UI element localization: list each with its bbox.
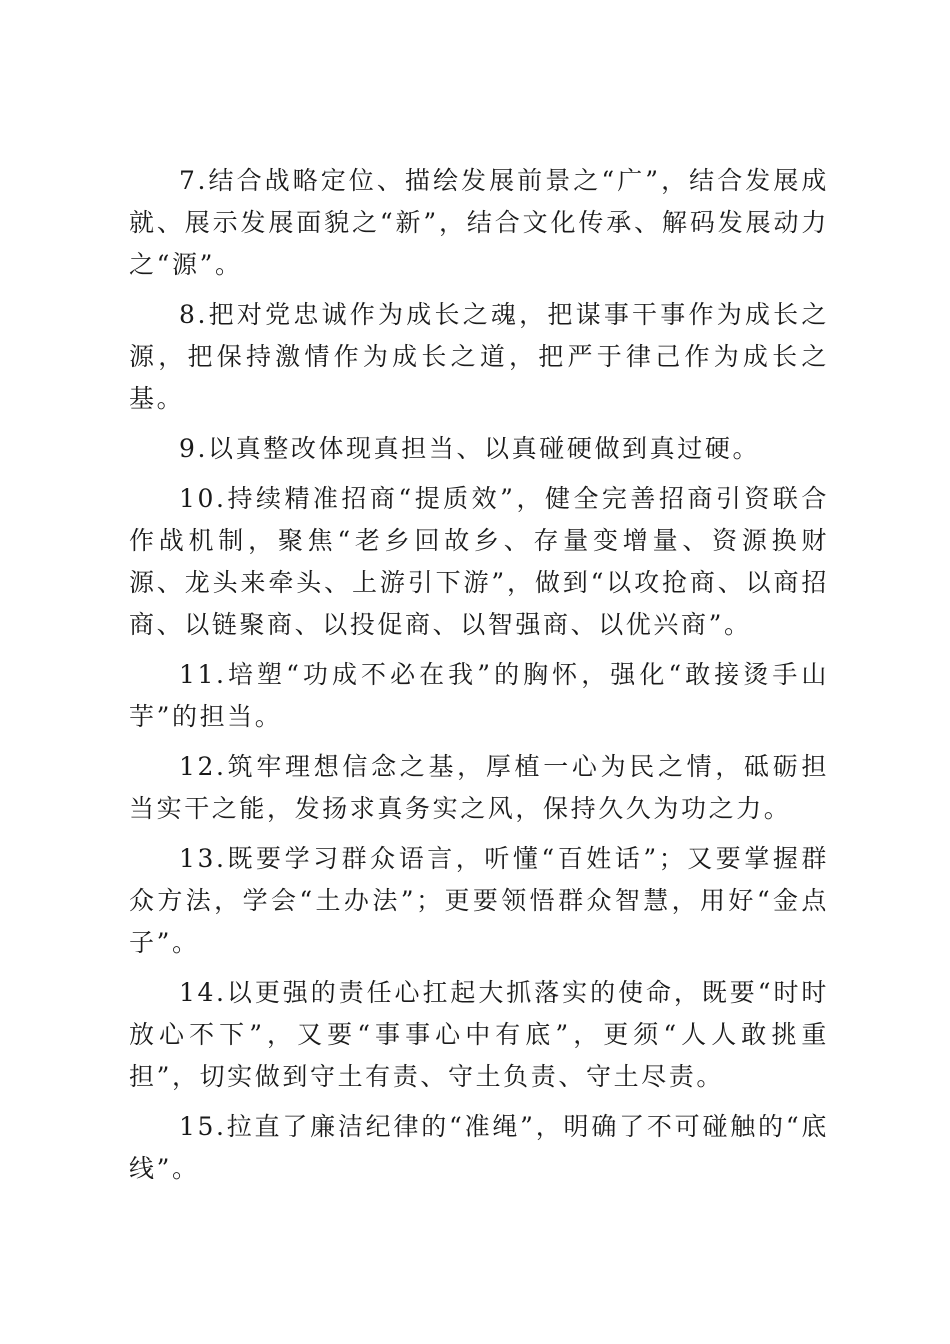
paragraph-7: 7.结合战略定位、描绘发展前景之“广”，结合发展成就、展示发展面貌之“新”，结合文化传承、解码发展动力之“源”。 bbox=[129, 166, 829, 279]
paragraph-13: 13.既要学习群众语言，听懂“百姓话”；又要掌握群众方法，学会“土办法”；更要领悟群众智慧，用好“金点子”。 bbox=[129, 844, 829, 957]
paragraph-15: 15.拉直了廉洁纪律的“准绳”，明确了不可碰触的“底线”。 bbox=[129, 1112, 829, 1183]
paragraph-10: 10.持续精准招商“提质效”，健全完善招商引资联合作战机制，聚焦“老乡回故乡、存量变增量、资源换财源、龙头来牵头、上游引下游”，做到“以攻抢商、以商招商、以链聚商、以投促商、以智强商、以优兴商”。 bbox=[129, 484, 829, 639]
paragraph-9: 9.以真整改体现真担当、以真碰硬做到真过硬。 bbox=[179, 434, 761, 463]
paragraph-14: 14.以更强的责任心扛起大抓落实的使命，既要“时时放心不下”，又要“事事心中有底”，更须“人人敢挑重担”，切实做到守土有责、守土负责、守土尽责。 bbox=[129, 978, 829, 1091]
document-page bbox=[129, 160, 829, 1198]
paragraph-12: 12.筑牢理想信念之基，厚植一心为民之情，砥砺担当实干之能，发扬求真务实之风，保持久久为功之力。 bbox=[129, 752, 829, 823]
paragraph-11: 11.培塑“功成不必在我”的胸怀，强化“敢接烫手山芋”的担当。 bbox=[129, 660, 829, 731]
paragraph-8: 8.把对党忠诚作为成长之魂，把谋事干事作为成长之源，把保持激情作为成长之道，把严于律己作为成长之基。 bbox=[129, 300, 829, 413]
